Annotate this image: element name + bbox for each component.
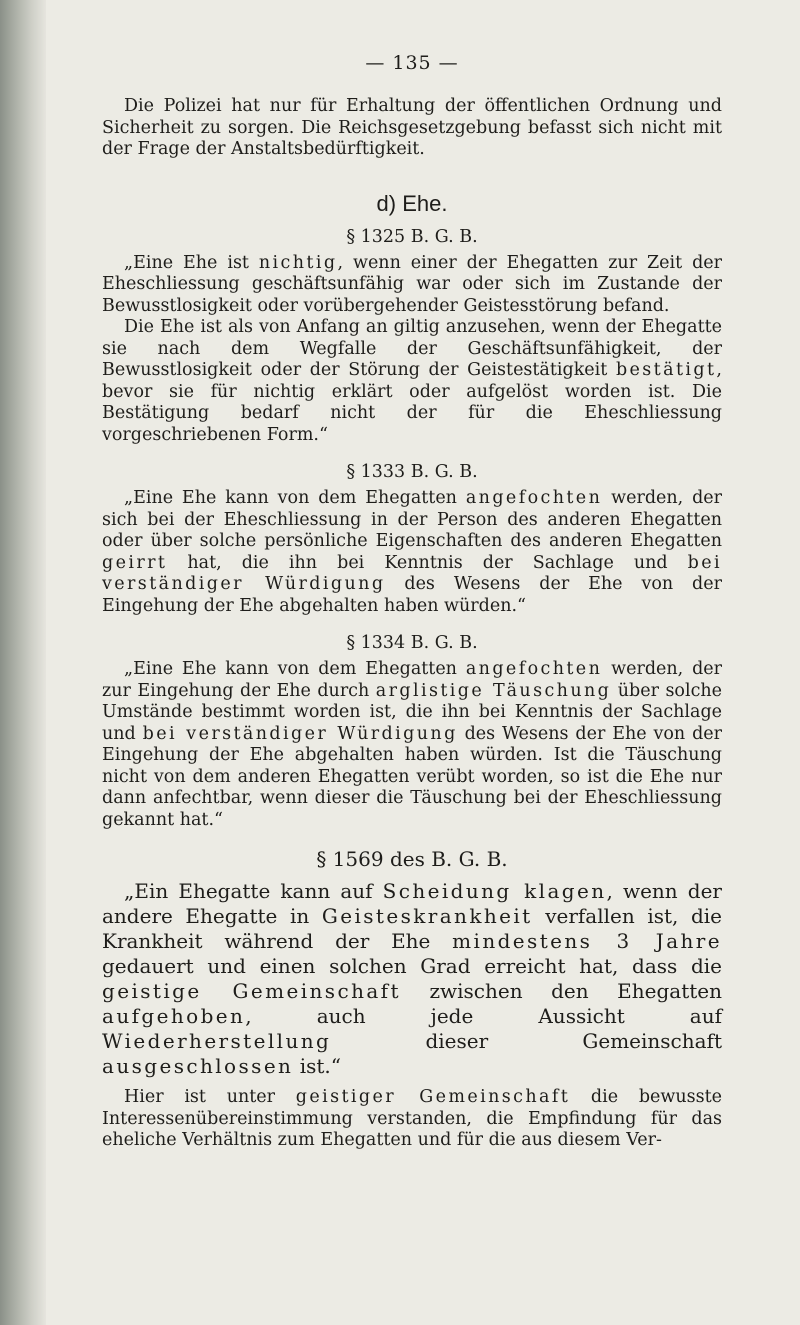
paragraph-1333-text: „Eine Ehe kann von dem Ehegatten angefochten werden, der sich bei der Eheschliessung in der Person des anderen Ehegatten oder über solche persönliche Eigenschaften des anderen Ehegatten geirrt hat, die ihn bei Kenntnis der Sachlage und bei verständiger Würdigung des Wesens der Ehe von der Eingehung der Ehe abgehalten haben würden.“: [102, 488, 722, 616]
book-page: [102, 52, 722, 1152]
paragraph-1325-title: § 1325 B. G. B.: [346, 226, 478, 247]
paragraph-1334-title: § 1334 B. G. B.: [346, 633, 478, 653]
paragraph-1325-text-2: Die Ehe ist als von Anfang an giltig anzusehen, wenn der Ehegatte sie nach dem Wegfalle der Geschäftsunfähigkeit, der Bewusstlosigkeit oder der Störung der Geistestätigkeit bestätigt, bevor sie für nichtig erklärt oder aufgelöst worden ist. Die Bestätigung bedarf nicht der für die Eheschliessung vorgeschriebenen Form.“: [102, 317, 722, 445]
intro-paragraph: Die Polizei hat nur für Erhaltung der öffentlichen Ordnung und Sicherheit zu sorgen. Die Reichsgesetzgebung befasst sich nicht mit der Frage der Anstaltsbedürftigkeit.: [102, 96, 722, 159]
closing-paragraph: Hier ist unter geistiger Gemeinschaft die bewusste Interessenübereinstimmung verstanden, die Empfindung für das eheliche Verhältnis zum Ehegatten und für die aus diesem Ver-: [102, 1087, 722, 1150]
page-number: — 135 —: [365, 52, 459, 74]
paragraph-1569-text: „Ein Ehegatte kann auf Scheidung klagen, wenn der andere Ehegatte in Geisteskrankheit verfallen ist, die Krankheit während der Ehe mindestens 3 Jahre gedauert und einen solchen Grad erreicht hat, dass die geistige Gemeinschaft zwischen den Ehegatten aufgehoben, auch jede Aussicht auf Wiederherstellung dieser Gemeinschaft ausgeschlossen ist.“: [102, 879, 723, 1078]
paragraph-1325-text-1: „Eine Ehe ist nichtig, wenn einer der Ehegatten zur Zeit der Eheschliessung geschäftsunfähig war oder sich im Zustande der Bewusstlosigkeit oder vorübergehender Geistesstörung befand.: [102, 252, 722, 316]
book-binding-edge: [0, 0, 46, 1325]
paragraph-1333-title: § 1333 B. G. B.: [346, 462, 478, 482]
paragraph-1569-block: [102, 847, 722, 1079]
paragraph-1569-title: § 1569 des B. G. B.: [316, 847, 508, 871]
paragraph-1334-text: „Eine Ehe kann von dem Ehegatten angefochten werden, der zur Eingehung der Ehe durch arglistige Täuschung über solche Umstände bestimmt worden ist, die ihn bei Kenntnis der Sachlage und bei verständiger Würdigung des Wesens der Ehe von der Eingehung der Ehe abgehalten haben würden. Ist die Täuschung nicht von dem anderen Ehegatten verübt worden, so ist die Ehe nur dann anfechtbar, wenn dieser die Täuschung bei der Eheschliessung gekannt hat.“: [102, 659, 723, 830]
section-heading: d) Ehe.: [376, 190, 448, 216]
